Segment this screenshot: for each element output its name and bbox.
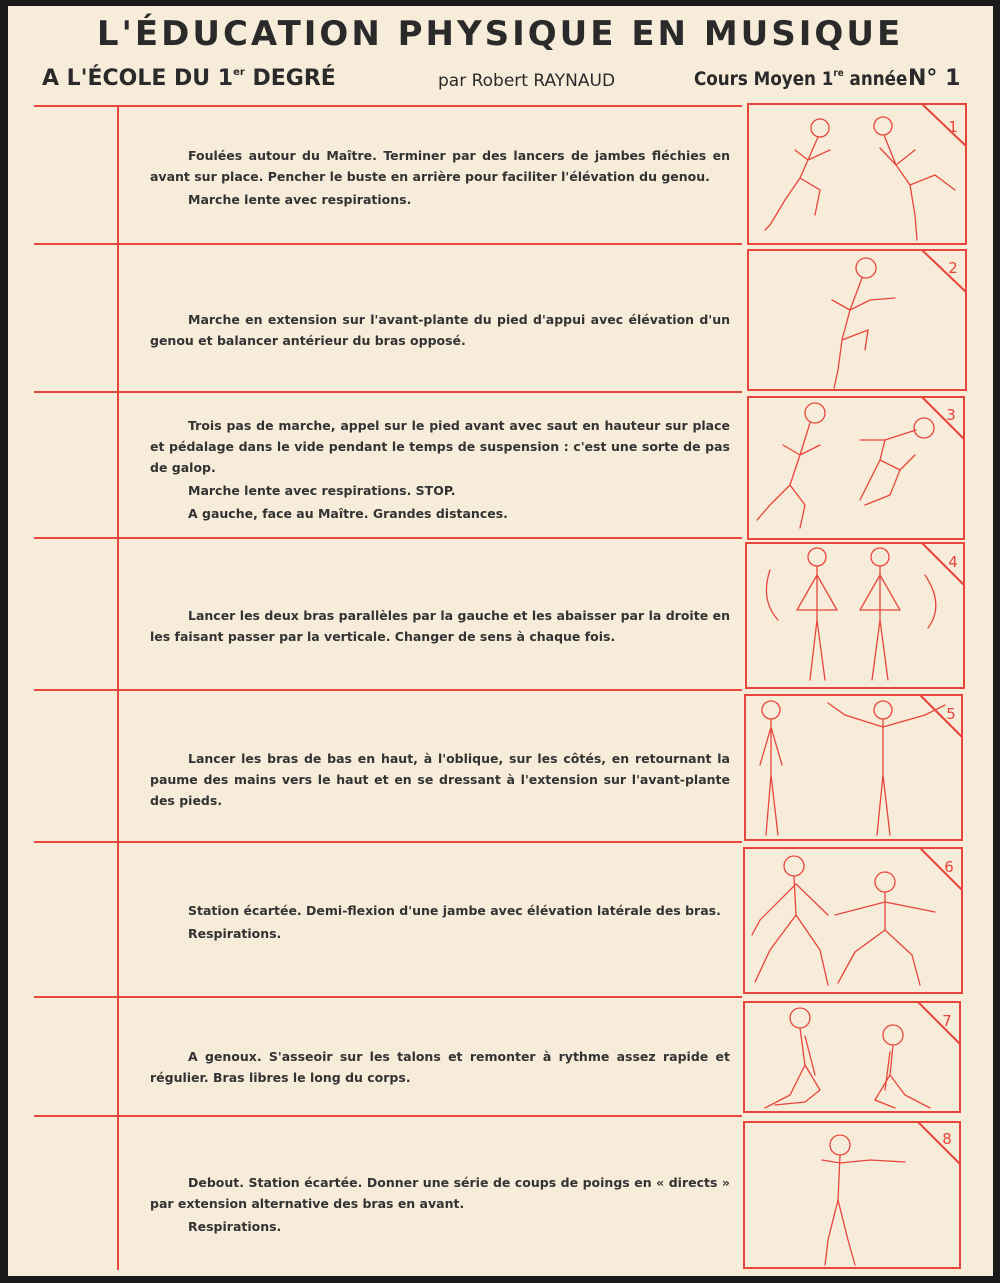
figure-3-jumper — [757, 403, 934, 528]
author: par Robert RAYNAUD — [438, 71, 616, 91]
subtitle-sup: er — [233, 67, 245, 78]
exercise-3-paragraph-2: Marche lente avec respirations. STOP. — [188, 483, 456, 498]
figure-4-arm-circles — [766, 548, 935, 680]
exercise-6-paragraph-2: Respirations. — [188, 926, 282, 941]
figure-number-8: 8 — [942, 1130, 952, 1148]
exercise-1-paragraph-2: Marche lente avec respirations. — [188, 192, 412, 207]
exercise-6-paragraph-1: Station écartée. Demi-flexion d'une jambe avec élévation latérale des bras. — [188, 903, 721, 918]
page-title: L'ÉDUCATION PHYSIQUE EN MUSIQUE — [96, 14, 904, 54]
exercise-5-paragraph-1: Lancer les bras de bas en haut, à l'oblique, sur les côtés, en retournant la paume des mains vers le haut et en se dressant à l'extension sur l'avant-plante des pieds. — [150, 751, 730, 808]
figure-number-7: 7 — [942, 1012, 952, 1030]
course-level-end: année — [843, 68, 908, 90]
figure-2-walker — [832, 258, 895, 388]
exercise-1-paragraph-1: Foulées autour du Maître. Terminer par des lancers de jambes fléchies en avant sur place. Pencher le buste en arrière pour faciliter l'élévation du genou. — [150, 148, 730, 184]
figure-number-6: 6 — [944, 858, 954, 876]
course-level-sup: re — [833, 68, 844, 79]
figure-number-4: 4 — [948, 553, 958, 571]
exercise-7-text — [150, 1046, 730, 1088]
figure-7-kneeling — [765, 1008, 930, 1108]
subtitle-text: A L'ÉCOLE DU 1 — [42, 66, 234, 91]
exercise-2-paragraph-1: Marche en extension sur l'avant-plante du pied d'appui avec élévation d'un genou et balancer antérieur du bras opposé. — [150, 312, 730, 348]
exercise-5-text — [150, 748, 730, 811]
exercise-8-paragraph-2: Respirations. — [188, 1219, 282, 1234]
figure-number-5: 5 — [946, 705, 956, 723]
exercise-3-paragraph-1: Trois pas de marche, appel sur le pied avant avec saut en hauteur sur place et pédalage dans le vide pendant le temps de suspension : c'est une sorte de pas de galop. — [150, 418, 730, 475]
figure-6-lunge — [752, 856, 935, 985]
exercise-6-text — [150, 900, 730, 944]
subtitle-end: DEGRÉ — [244, 66, 336, 91]
exercise-3-paragraph-3: A gauche, face au Maître. Grandes distances. — [188, 506, 508, 521]
figure-5-arm-raise — [760, 701, 945, 835]
exercise-2-text — [150, 309, 730, 351]
course-level-text: Cours Moyen 1 — [694, 68, 834, 90]
exercise-8-text — [150, 1172, 730, 1237]
figure-8-boxer — [822, 1135, 905, 1265]
exercise-8-paragraph-1: Debout. Station écartée. Donner une série de coups de poings en « directs » par extension alternative des bras en avant. — [150, 1175, 730, 1211]
figure-number-2: 2 — [948, 259, 958, 277]
figure-number-3: 3 — [946, 406, 956, 424]
exercise-4-text — [150, 605, 730, 647]
exercise-3-text — [150, 415, 730, 524]
exercise-4-paragraph-1: Lancer les deux bras parallèles par la gauche et les abaisser par la droite en les faisant passer par la verticale. Changer de sens à chaque fois. — [150, 608, 730, 644]
exercise-1-text — [150, 145, 730, 210]
exercise-7-paragraph-1: A genoux. S'asseoir sur les talons et remonter à rythme assez rapide et régulier. Bras libres le long du corps. — [150, 1049, 730, 1085]
figure-number-1: 1 — [948, 118, 958, 136]
figure-1-runner — [765, 117, 955, 240]
sheet-number: N° 1 — [908, 66, 961, 91]
